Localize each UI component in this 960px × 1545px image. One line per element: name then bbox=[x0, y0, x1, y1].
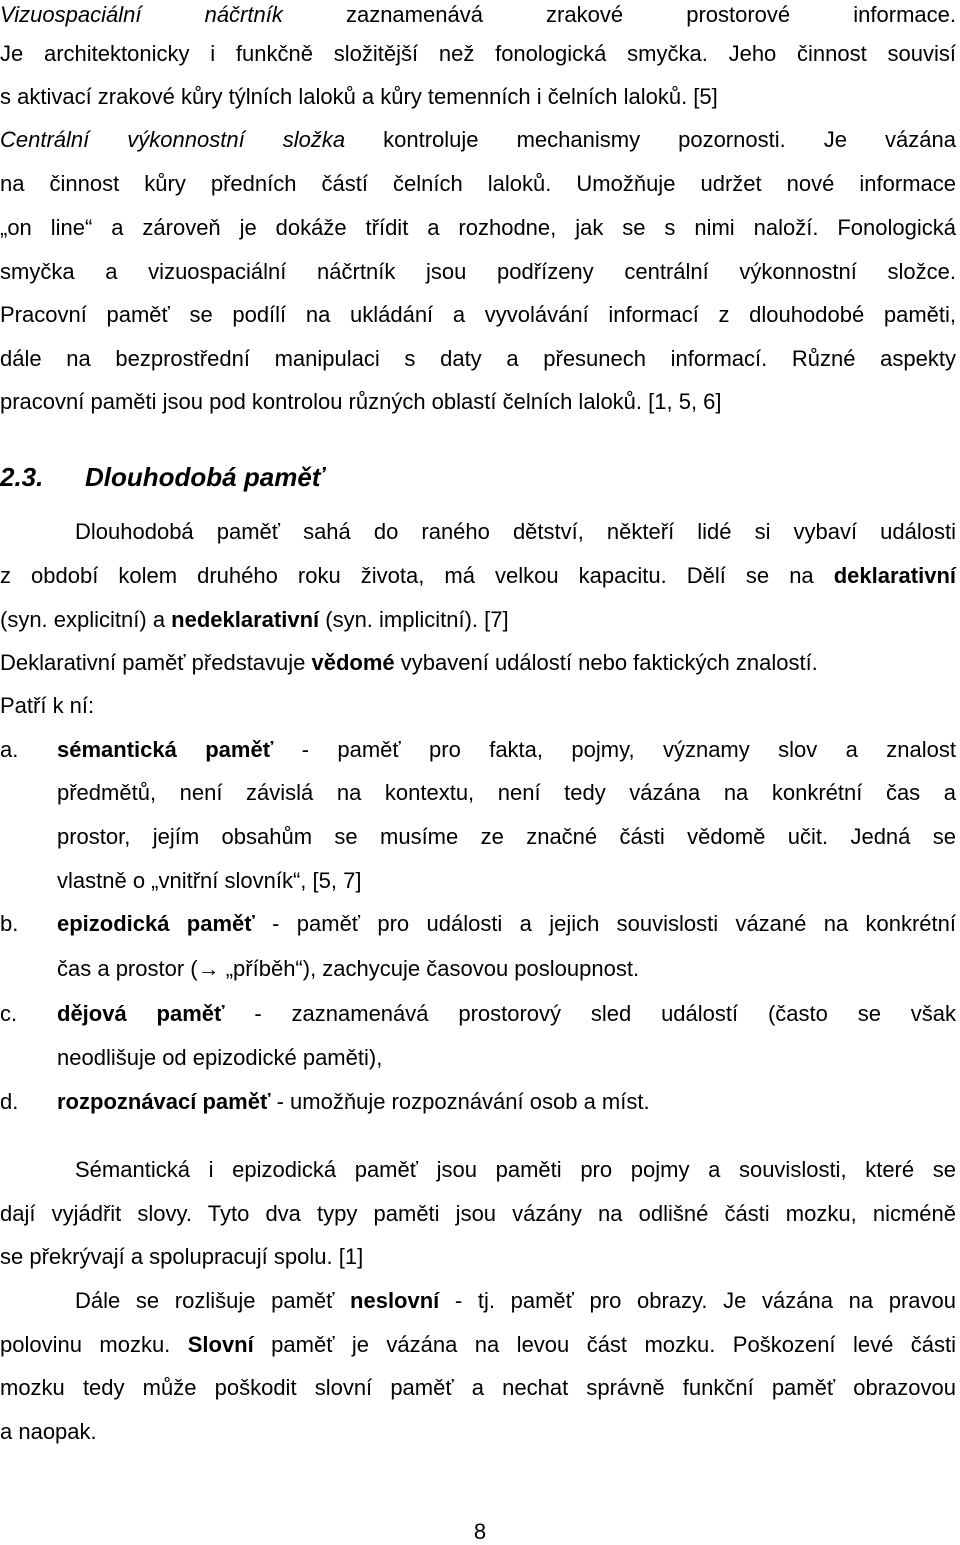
term-rozpoznavaci-pamet: rozpoznávací paměť bbox=[57, 1089, 271, 1114]
paragraph-1-line-6: „on line“ a zároveň je dokáže třídit a rozhodne, jak se s nimi naloží. Fonologická bbox=[0, 215, 956, 240]
list-item-c-line-2: neodlišuje od epizodické paměti), bbox=[57, 1045, 383, 1070]
paragraph-1-line-1: Vizuospaciální náčrtník zaznamenává zrakové prostorové informace. bbox=[0, 2, 956, 27]
term-epizodicka-pamet: epizodická paměť bbox=[57, 911, 255, 936]
term-deklarativni: deklarativní bbox=[833, 563, 956, 588]
term-vedome: vědomé bbox=[311, 650, 395, 675]
paragraph-2-line-4: Deklarativní paměť představuje vědomé vybavení událostí nebo faktických znalostí. bbox=[0, 650, 818, 675]
list-item-b: b. epizodická paměť - paměť pro události a jejich souvislosti vázané na konkrétní bbox=[0, 909, 956, 939]
paragraph-2-line-5: Patří k ní: bbox=[0, 693, 95, 718]
term-dejova-pamet: dějová paměť bbox=[57, 1001, 225, 1026]
paragraph-1-line-5: na činnost kůry předních částí čelních laloků. Umožňuje udržet nové informace bbox=[0, 171, 956, 196]
section-title: Dlouhodobá paměť bbox=[85, 462, 325, 492]
list-item-d: d. rozpoznávací paměť - umožňuje rozpoznávání osob a míst. bbox=[0, 1087, 956, 1117]
paragraph-1-line-4: Centrální výkonnostní složka kontroluje mechanismy pozornosti. Je vázána bbox=[0, 127, 956, 152]
section-number: 2.3. bbox=[0, 462, 44, 492]
list-item-c: c. dějová paměť - zaznamenává prostorový sled událostí (často se však bbox=[0, 999, 956, 1029]
paragraph-3-line-2: dají vyjádřit slovy. Tyto dva typy paměti jsou vázány na odlišné části mozku, nicméně bbox=[0, 1201, 956, 1226]
paragraph-1-line-2: Je architektonicky i funkčně složitější než fonologická smyčka. Jeho činnost souvisí bbox=[0, 41, 956, 66]
paragraph-2-line-2: z období kolem druhého roku života, má velkou kapacitu. Dělí se na deklarativní bbox=[0, 563, 956, 588]
list-item-a-line-4: vlastně o „vnitřní slovník“, [5, 7] bbox=[57, 868, 362, 893]
list-label-a: a. bbox=[0, 737, 19, 762]
paragraph-4-line-3: mozku tedy může poškodit slovní paměť a nechat správně funkční paměť obrazovou bbox=[0, 1375, 956, 1400]
list-item-a: a. sémantická paměť - paměť pro fakta, pojmy, významy slov a znalost bbox=[0, 735, 956, 765]
paragraph-4-line-4: a naopak. bbox=[0, 1419, 97, 1444]
paragraph-3-line-1: Sémantická i epizodická paměť jsou paměti pro pojmy a souvislosti, které se bbox=[75, 1157, 956, 1182]
paragraph-1-line-8: Pracovní paměť se podílí na ukládání a vyvolávání informací z dlouhodobé paměti, bbox=[0, 302, 956, 327]
term-centralni-vykonnostni-slozka: Centrální výkonnostní složka bbox=[0, 127, 346, 152]
paragraph-1-line-10: pracovní paměti jsou pod kontrolou různých oblastí čelních laloků. [1, 5, 6] bbox=[0, 389, 722, 414]
paragraph-4-line-1: Dále se rozlišuje paměť neslovní - tj. paměť pro obrazy. Je vázána na pravou bbox=[75, 1288, 956, 1313]
list-item-b-line-2: čas a prostor (→ „příběh“), zachycuje časovou posloupnost. bbox=[57, 956, 640, 981]
paragraph-2-line-3: (syn. explicitní) a nedeklarativní (syn. implicitní). [7] bbox=[0, 607, 509, 632]
paragraph-1-line-3: s aktivací zrakové kůry týlních laloků a kůry temenních i čelních laloků. [5] bbox=[0, 84, 718, 109]
term-neslovni: neslovní bbox=[350, 1288, 440, 1313]
term-nedeklarativni: nedeklarativní bbox=[171, 607, 320, 632]
list-label-d: d. bbox=[0, 1089, 19, 1114]
paragraph-2-line-1: Dlouhodobá paměť sahá do raného dětství, někteří lidé si vybaví události bbox=[75, 519, 956, 544]
term-vizuospacialni-nacrtnik: Vizuospaciální náčrtník bbox=[0, 2, 283, 27]
paragraph-1-line-9: dále na bezprostřední manipulaci s daty a přesunech informací. Různé aspekty bbox=[0, 346, 956, 371]
list-item-a-line-3: prostor, jejím obsahům se musíme ze značné části vědomě učit. Jedná se bbox=[57, 824, 956, 849]
list-label-b: b. bbox=[0, 911, 19, 936]
term-slovni: Slovní bbox=[187, 1332, 254, 1357]
paragraph-3-line-3: se překrývají a spolupracují spolu. [1] bbox=[0, 1244, 364, 1269]
list-item-a-line-2: předmětů, není závislá na kontextu, není tedy vázána na konkrétní čas a bbox=[57, 780, 956, 805]
list-label-c: c. bbox=[0, 1001, 18, 1026]
term-semanticka-pamet: sémantická paměť bbox=[57, 737, 274, 762]
paragraph-4-line-2: polovinu mozku. Slovní paměť je vázána na levou část mozku. Poškození levé části bbox=[0, 1332, 956, 1357]
paragraph-1-line-7: smyčka a vizuospaciální náčrtník jsou podřízeny centrální výkonnostní složce. bbox=[0, 259, 956, 284]
page-number: 8 bbox=[473, 1519, 487, 1544]
